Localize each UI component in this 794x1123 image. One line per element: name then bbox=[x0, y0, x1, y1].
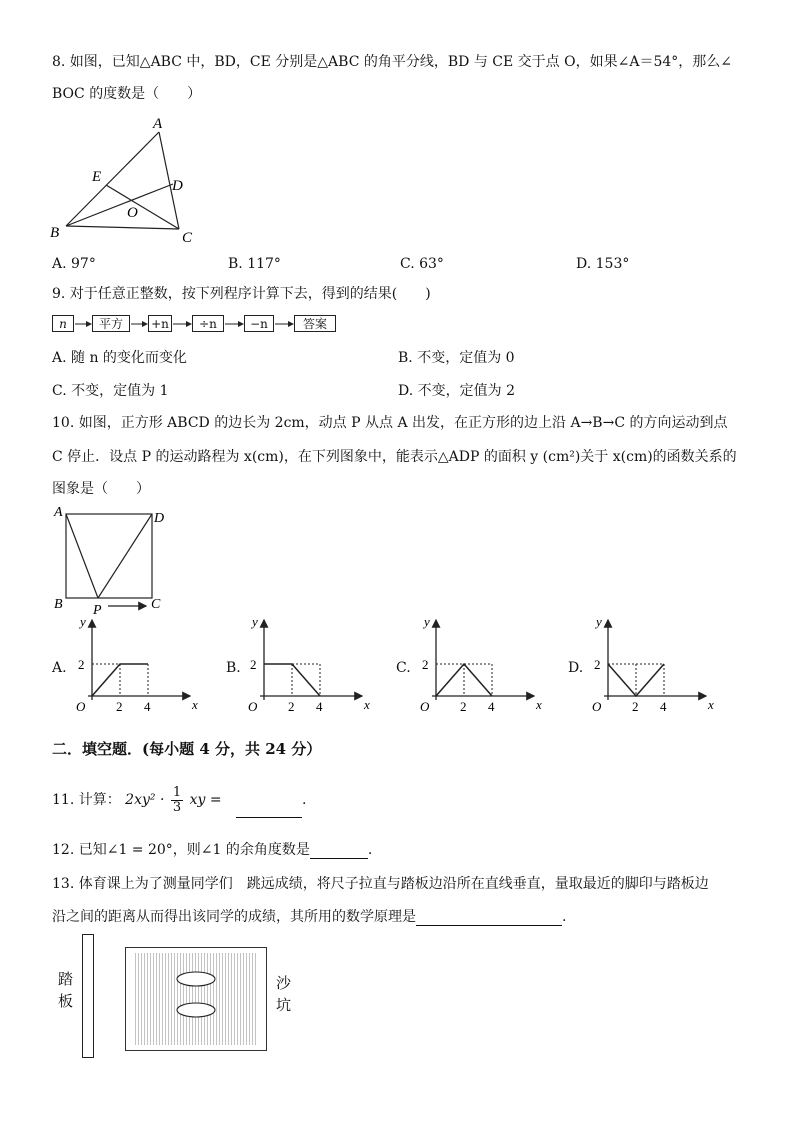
q8-option-d[interactable]: D. 153° bbox=[576, 256, 630, 272]
q12-suffix: . bbox=[367, 842, 373, 858]
q12-text: 12. 已知∠1 = 20°，则∠1 的余角度数是 bbox=[52, 842, 310, 858]
label-O: O bbox=[127, 205, 138, 221]
y-label: y bbox=[252, 614, 258, 629]
x-tick-2: 2 bbox=[288, 699, 295, 714]
sand-pit bbox=[125, 947, 267, 1051]
pit-label-char-2: 坑 bbox=[276, 996, 292, 1014]
origin-label: O bbox=[76, 699, 86, 714]
label-B: B bbox=[54, 597, 63, 612]
origin-label: O bbox=[248, 699, 258, 714]
segment-AP bbox=[66, 514, 98, 598]
q10-stem-line3: 图象是（ ） bbox=[52, 481, 150, 497]
q13-stem-line1: 13. 体育课上为了测量同学们 跳远成绩，将尺子拉直与踏板边沿所在直线垂直，量取最近的脚印与踏板边 bbox=[52, 876, 709, 892]
x-tick-4: 4 bbox=[488, 699, 495, 714]
bisector-CE bbox=[106, 185, 179, 229]
q11-fraction bbox=[171, 786, 183, 815]
x-tick-2: 2 bbox=[632, 699, 639, 714]
square-ABCD bbox=[66, 514, 152, 598]
side-BC bbox=[66, 226, 179, 229]
takeoff-board bbox=[82, 934, 94, 1058]
q12-answer-blank[interactable] bbox=[310, 844, 368, 859]
q9-stem: 9. 对于任意正整数，按下列程序计算下去，得到的结果( ) bbox=[52, 286, 431, 302]
y-tick-2: 2 bbox=[78, 657, 85, 672]
section-title: 二．填空题．(每小题 4 分，共 24 分） bbox=[52, 740, 322, 758]
x-tick-2: 2 bbox=[116, 699, 123, 714]
flow-step-plus-n: +n bbox=[148, 315, 172, 332]
flow-step-square: 平方 bbox=[92, 315, 130, 332]
q8-option-c[interactable]: C. 63° bbox=[400, 256, 444, 272]
q8-stem-line1: 8. 如图，已知△ABC 中，BD，CE 分别是△ABC 的角平分线，BD 与 CE 交于点 O，如果∠A＝54°，那么∠ bbox=[52, 54, 732, 70]
pit-label-char-1: 沙 bbox=[276, 974, 292, 992]
q9-option-a[interactable]: A. 随 n 的变化而变化 bbox=[52, 350, 187, 366]
q9-option-b[interactable]: B. 不变，定值为 0 bbox=[398, 350, 515, 366]
y-tick-2: 2 bbox=[594, 657, 601, 672]
q13-suffix: . bbox=[562, 909, 567, 925]
label-D: D bbox=[172, 178, 183, 194]
q8-option-a[interactable]: A. 97° bbox=[52, 256, 96, 272]
q10-option-d[interactable]: D. bbox=[568, 660, 584, 676]
q8-triangle-figure bbox=[48, 112, 208, 252]
q10-square-figure bbox=[48, 502, 178, 617]
q11-prefix: 11. 计算： bbox=[52, 792, 121, 808]
flow-step-divide-n: ÷n bbox=[192, 315, 224, 332]
footprint-2 bbox=[177, 1003, 215, 1017]
board-label bbox=[58, 968, 73, 1012]
q12 bbox=[52, 839, 372, 859]
y-label: y bbox=[596, 614, 602, 629]
q11-answer-blank[interactable] bbox=[236, 803, 302, 818]
graph-d[interactable] bbox=[584, 614, 714, 718]
label-C: C bbox=[182, 230, 193, 246]
x-label: x bbox=[192, 697, 198, 712]
q8-option-b[interactable]: B. 117° bbox=[228, 256, 281, 272]
origin-label: O bbox=[592, 699, 602, 714]
q10-option-c[interactable]: C. bbox=[396, 660, 411, 676]
graph-b[interactable] bbox=[240, 614, 370, 718]
board-label-char-1: 踏 bbox=[58, 970, 74, 988]
q11 bbox=[52, 782, 307, 818]
q10-option-a[interactable]: A. bbox=[52, 660, 67, 676]
label-A: A bbox=[54, 505, 63, 520]
label-P: P bbox=[93, 603, 102, 617]
x-tick-4: 4 bbox=[144, 699, 151, 714]
q11-frac-den: 3 bbox=[172, 799, 182, 815]
q11-expr-left: 2xy² · bbox=[125, 792, 165, 808]
flow-arrows bbox=[74, 317, 296, 331]
footprint-1 bbox=[177, 972, 215, 986]
x-tick-2: 2 bbox=[460, 699, 467, 714]
q10-stem-line2: C 停止．设点 P 的运动路程为 x(cm)，在下列图象中，能表示△ADP 的面积 y (cm²)关于 x(cm)的函数关系的 bbox=[52, 449, 737, 465]
bisector-BD bbox=[66, 184, 173, 226]
q11-suffix: . bbox=[302, 792, 307, 808]
label-E: E bbox=[92, 169, 102, 185]
q8-stem-line2: BOC 的度数是（ ） bbox=[52, 86, 202, 102]
segment-DP bbox=[98, 514, 152, 598]
q11-expr-right: xy = bbox=[189, 792, 222, 808]
y-tick-2: 2 bbox=[250, 657, 257, 672]
side-AB bbox=[66, 132, 159, 226]
y-label: y bbox=[80, 614, 86, 629]
label-A: A bbox=[153, 116, 163, 132]
x-label: x bbox=[364, 697, 370, 712]
q10-option-b[interactable]: B. bbox=[226, 660, 241, 676]
graph-a[interactable] bbox=[68, 614, 198, 718]
x-tick-4: 4 bbox=[660, 699, 667, 714]
x-label: x bbox=[536, 697, 542, 712]
q11-frac-num: 1 bbox=[172, 784, 182, 800]
board-label-char-2: 板 bbox=[58, 992, 74, 1010]
label-C: C bbox=[151, 597, 161, 612]
q13-stem-line2-wrap bbox=[52, 906, 566, 926]
flow-step-minus-n: −n bbox=[244, 315, 274, 332]
label-B: B bbox=[50, 225, 60, 241]
flow-step-n: n bbox=[52, 315, 74, 332]
label-D: D bbox=[154, 511, 165, 526]
q9-option-d[interactable]: D. 不变，定值为 2 bbox=[398, 383, 515, 399]
y-tick-2: 2 bbox=[422, 657, 429, 672]
q10-stem-line1: 10. 如图，正方形 ABCD 的边长为 2cm，动点 P 从点 A 出发，在正方形的边上沿 A→B→C 的方向运动到点 bbox=[52, 415, 728, 431]
q13-stem-line2: 沿之间的距离从而得出该同学的成绩，其所用的数学原理是 bbox=[52, 909, 416, 925]
flow-step-answer: 答案 bbox=[294, 315, 336, 332]
origin-label: O bbox=[420, 699, 430, 714]
graph-c[interactable] bbox=[412, 614, 542, 718]
pit-label bbox=[276, 972, 291, 1016]
y-label: y bbox=[424, 614, 430, 629]
x-tick-4: 4 bbox=[316, 699, 323, 714]
x-label: x bbox=[708, 697, 714, 712]
q13-answer-blank[interactable] bbox=[416, 911, 562, 926]
q9-option-c[interactable]: C. 不变，定值为 1 bbox=[52, 383, 169, 399]
